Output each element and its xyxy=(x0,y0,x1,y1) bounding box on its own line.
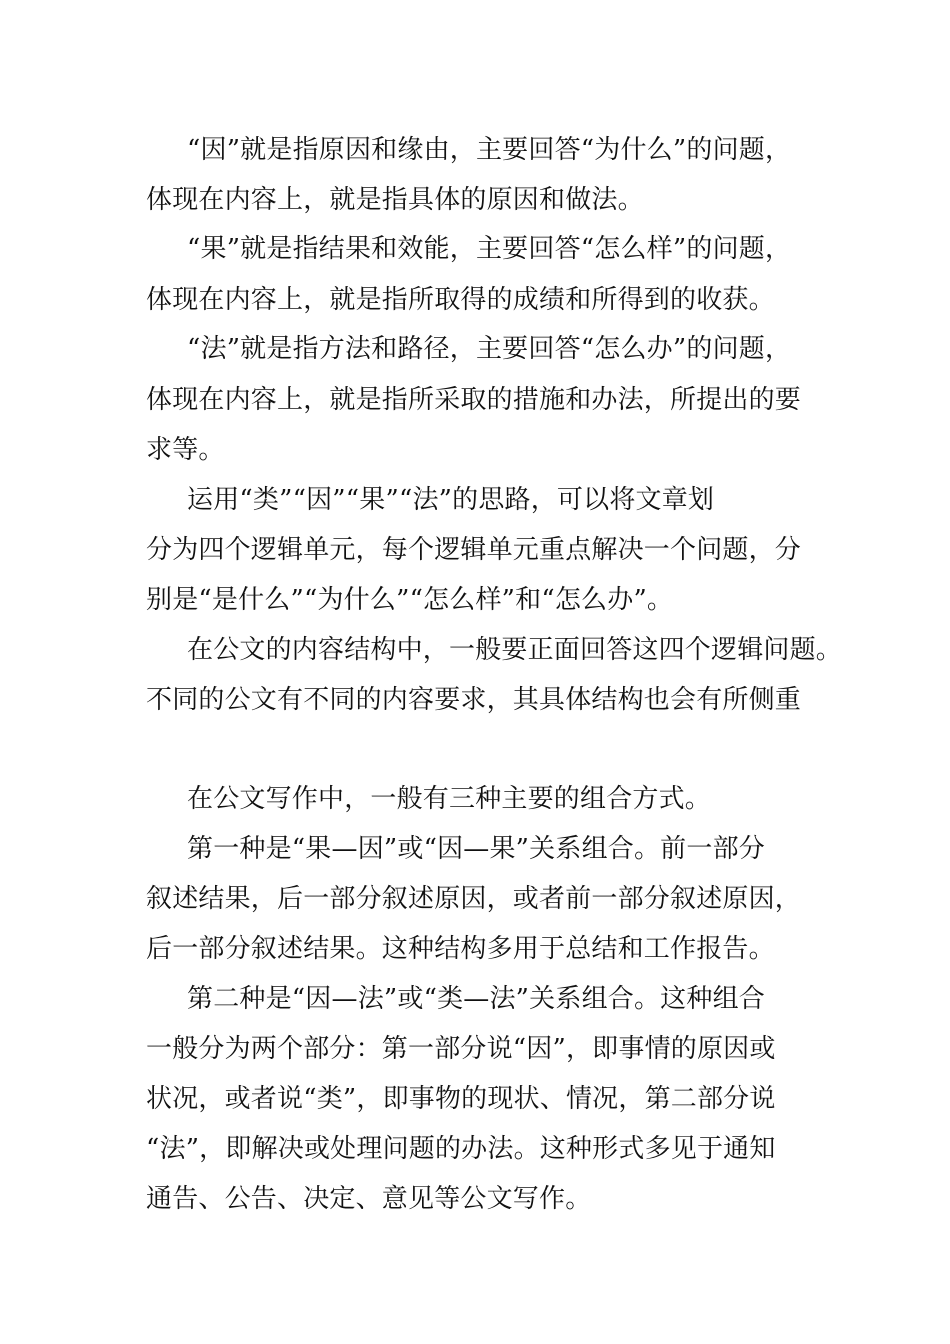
paragraph-fa-line-3: 求等。 xyxy=(146,435,225,465)
paragraph-fa-line-2: 体现在内容上，就是指所采取的措施和办法，所提出的要 xyxy=(146,385,802,415)
paragraph-yin-line-2: 体现在内容上，就是指具体的原因和做法。 xyxy=(146,185,644,215)
paragraph-second-line-1: 第二种是“因—法”或“类—法”关系组合。这种组合 xyxy=(187,984,765,1014)
paragraph-second-line-2: 一般分为两个部分：第一部分说“因”，即事情的原因或 xyxy=(146,1034,776,1064)
paragraph-combination-line-1: 在公文写作中，一般有三种主要的组合方式。 xyxy=(187,784,712,814)
paragraph-first-line-2: 叙述结果，后一部分叙述原因，或者前一部分叙述原因， xyxy=(146,884,802,914)
paragraph-first-line-3: 后一部分叙述结果。这种结构多用于总结和工作报告。 xyxy=(146,934,775,964)
paragraph-logic-line-2: 分为四个逻辑单元，每个逻辑单元重点解决一个问题，分 xyxy=(146,535,802,565)
paragraph-logic-line-3: 别是“是什么”“为什么”“怎么样”和“怎么办”。 xyxy=(146,585,674,615)
paragraph-second-line-5: 通告、公告、决定、意见等公文写作。 xyxy=(146,1184,592,1214)
paragraph-guo-line-2: 体现在内容上，就是指所取得的成绩和所得到的收获。 xyxy=(146,285,775,315)
paragraph-first-line-1: 第一种是“果—因”或“因—果”关系组合。前一部分 xyxy=(187,834,765,864)
paragraph-fa-line-1: “法”就是指方法和路径，主要回答“怎么办”的问题， xyxy=(187,334,792,364)
paragraph-second-line-3: 状况，或者说“类”，即事物的现状、情况，第二部分说 xyxy=(146,1084,776,1114)
paragraph-yin-line-1: “因”就是指原因和缘由，主要回答“为什么”的问题， xyxy=(187,135,792,165)
paragraph-guo-line-1: “果”就是指结果和效能，主要回答“怎么样”的问题， xyxy=(187,234,792,264)
paragraph-structure-line-2: 不同的公文有不同的内容要求，其具体结构也会有所侧重 xyxy=(146,685,802,715)
paragraph-logic-line-1: 运用“类”“因”“果”“法”的思路，可以将文章划 xyxy=(187,485,715,515)
paragraph-second-line-4: “法”，即解决或处理问题的办法。这种形式多见于通知 xyxy=(146,1134,776,1164)
paragraph-structure-line-1: 在公文的内容结构中，一般要正面回答这四个逻辑问题。 xyxy=(187,635,843,665)
